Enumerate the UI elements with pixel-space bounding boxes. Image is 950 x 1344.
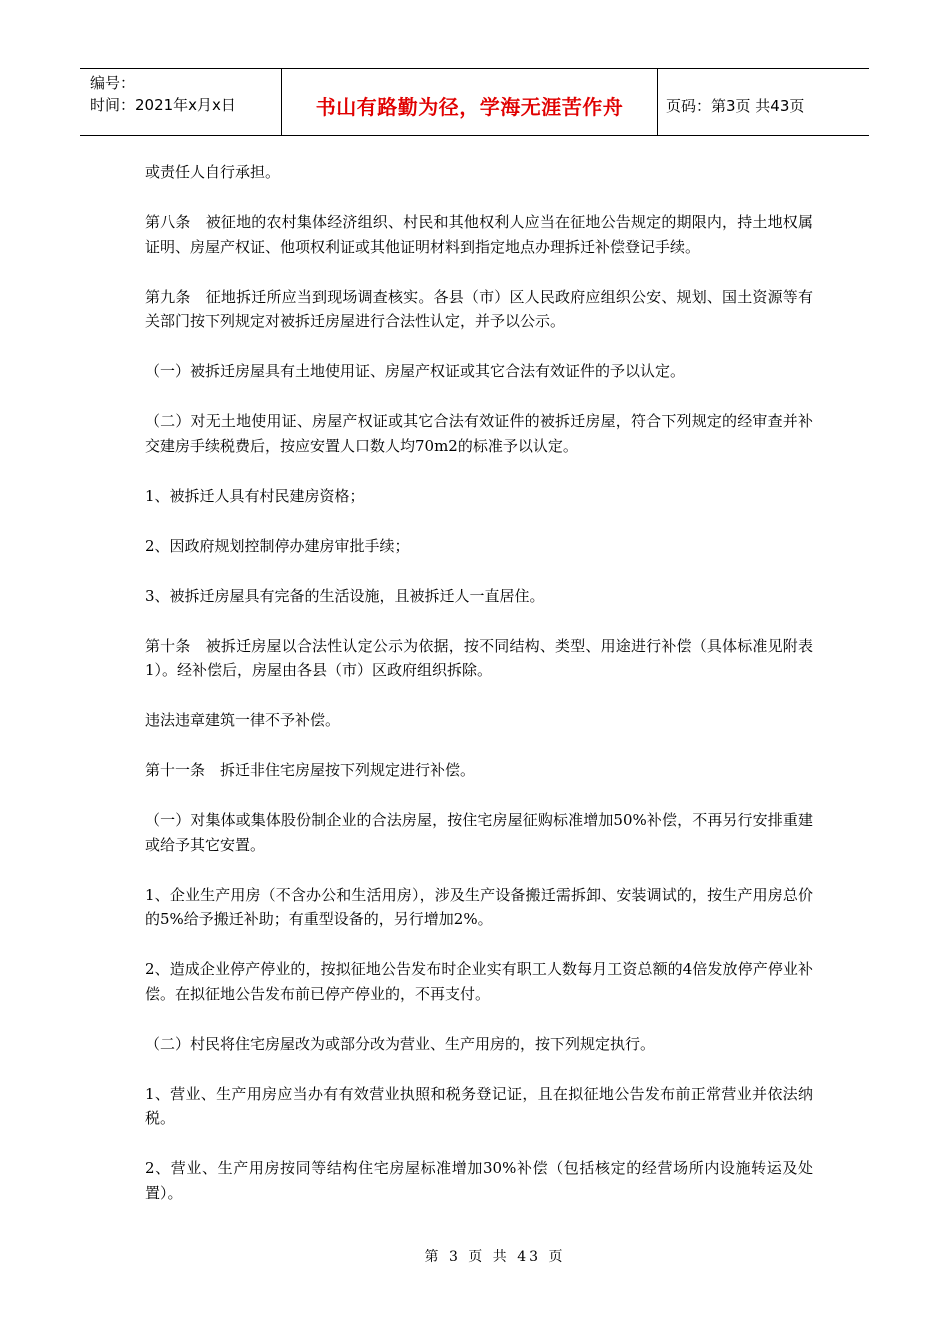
- paragraph: （二）村民将住宅房屋改为或部分改为营业、生产用房的，按下列规定执行。: [145, 1034, 656, 1053]
- footer-page-number: 第 3 页 共 43 页: [424, 1249, 566, 1265]
- paragraph: （一）被拆迁房屋具有土地使用证、房屋产权证或其它合法有效证件的予以认定。: [145, 362, 686, 380]
- paragraph: 1、被拆迁人具有村民建房资格；: [145, 486, 365, 505]
- paragraph: 第九条 征地拆迁所应当到现场调查核实。各县（市）区人民政府应组织公安、规划、国土资源等有关部门按下列规定对被拆迁房屋进行合法性认定，并予以公示。: [145, 287, 813, 330]
- header-page-cell: [658, 69, 869, 135]
- paragraph: 或责任人自行承担。: [145, 163, 281, 181]
- paragraph: 违法违章建筑一律不予补偿。: [145, 711, 341, 729]
- paragraph: 1、营业、生产用房应当办有有效营业执照和税务登记证，且在拟征地公告发布前正常营业并依法纳税。: [145, 1084, 813, 1127]
- paragraph: 3、被拆迁房屋具有完备的生活设施，且被拆迁人一直居住。: [145, 586, 545, 605]
- paragraph: （一）对集体或集体股份制企业的合法房屋，按住宅房屋征购标准增加50%补偿，不再另行安排重建或给予其它安置。: [145, 811, 813, 854]
- header-motto: 书山有路勤为径，学海无涯苦作舟: [315, 94, 624, 119]
- document-body: [145, 160, 813, 1231]
- header-motto-cell: [282, 69, 658, 135]
- paragraph: 第十条 被拆迁房屋以合法性认定公示为依据，按不同结构、类型、用途进行补偿（具体标准见附表1）。经补偿后，房屋由各县（市）区政府组织拆除。: [145, 636, 813, 679]
- header-page-info: 页码：第3页 共43页: [666, 96, 805, 115]
- paragraph: 第十一条 拆迁非住宅房屋按下列规定进行补偿。: [145, 761, 476, 779]
- header-meta: [80, 69, 282, 135]
- document-number-label: 编号：: [90, 74, 136, 92]
- document-time-label: 时间：2021年x月x日: [90, 96, 236, 114]
- page-footer: [0, 1246, 950, 1266]
- paragraph: （二）对无土地使用证、房屋产权证或其它合法有效证件的被拆迁房屋，符合下列规定的经审查并补交建房手续税费后，按应安置人口数人均70m2的标准予以认定。: [145, 412, 813, 455]
- paragraph: 2、因政府规划控制停办建房审批手续；: [145, 536, 410, 555]
- page-header: [80, 68, 869, 136]
- paragraph: 1、企业生产用房（不含办公和生活用房），涉及生产设备搬迁需拆卸、安装调试的，按生产用房总价的5%给予搬迁补助；有重型设备的，另行增加2%。: [145, 885, 813, 928]
- paragraph: 2、造成企业停产停业的，按拟征地公告发布时企业实有职工人数每月工资总额的4倍发放停产停业补偿。在拟征地公告发布前已停产停业的，不再支付。: [145, 960, 813, 1003]
- paragraph: 2、营业、生产用房按同等结构住宅房屋标准增加30%补偿（包括核定的经营场所内设施转运及处置）。: [145, 1159, 813, 1202]
- paragraph: 第八条 被征地的农村集体经济组织、村民和其他权利人应当在征地公告规定的期限内，持土地权属证明、房屋产权证、他项权利证或其他证明材料到指定地点办理拆迁补偿登记手续。: [145, 213, 813, 256]
